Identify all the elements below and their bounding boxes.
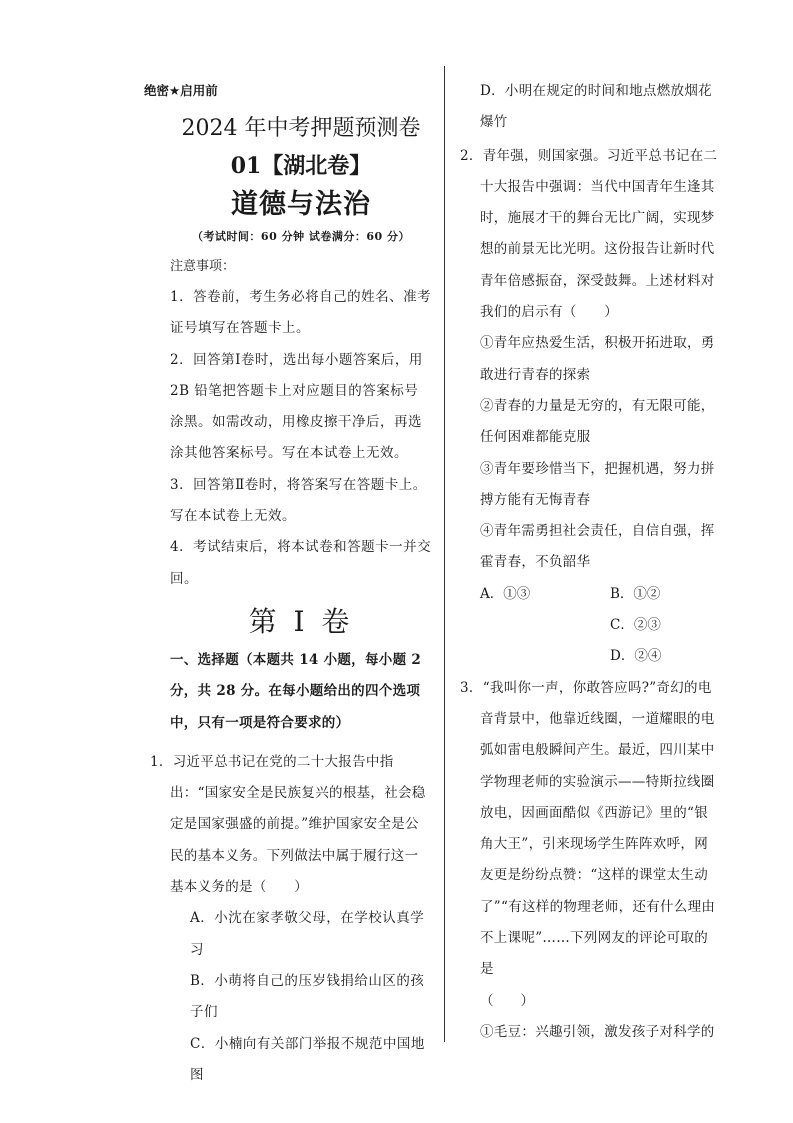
question-1-option-a: A．小沈在家孝敬父母，在学校认真学习 xyxy=(190,910,425,958)
notice-item: 4．考试结束后，将本试卷和答题卡一并交回。 xyxy=(170,539,432,587)
notice-item: 2．回答第Ⅰ卷时，选出每小题答案后，用2B 铅笔把答题卡上对应题目的答案标号涂黑。如需改动，用橡皮擦干净后，再选涂其他答案标号。写在本试卷上无效。 xyxy=(170,351,423,462)
question-3-answer-paren: （ ） xyxy=(480,992,534,1009)
exam-info: （考试时间：60 分钟 试卷满分：60 分） xyxy=(191,230,411,243)
question-2-statement: ①青年应热爱生活，积极开拓进取，勇敢进行青春的探索 xyxy=(480,335,715,383)
notice-heading: 注意事项： xyxy=(170,259,236,274)
question-3-stem: 3．“我叫你一声，你敢答应吗?”奇幻的电音背景中，他靠近线圈，一道耀眼的电弧如雷电般瞬间产生。最近，四川某中学物理老师的实验演示——特斯拉线圈放电，因画面酷似《西游记》里的“银角大王”，引来现场学生阵阵欢呼，网友更是纷纷点赞：“这样的课堂太生动了”“有这样的物理老师，还有什么理由不上课呢”……下列网友的评论可取的是 xyxy=(460,679,716,978)
question-2-option-b: B．①② xyxy=(610,585,661,602)
question-3-statement: ①毛豆：兴趣引领，激发孩子对科学的 xyxy=(480,1023,715,1040)
volume-title: 第 I 卷 xyxy=(248,604,354,638)
question-2-options-row xyxy=(480,579,720,610)
question-2-statement: ④青年需勇担社会责任，自信自强，挥霍青春，不负韶华 xyxy=(480,523,715,571)
notice-item: 3．回答第Ⅱ卷时，将答案写在答题卡上。写在本试卷上无效。 xyxy=(170,476,427,525)
exam-edition: 01【湖北卷】 xyxy=(230,153,372,179)
exam-title: 2024 年中考押题预测卷 xyxy=(181,116,421,141)
question-2-option-c: C．②③ xyxy=(610,617,661,634)
question-2-option-a: A．①③ xyxy=(480,585,531,602)
question-2-statement: ②青春的力量是无穷的，有无限可能，任何困难都能克服 xyxy=(480,397,715,446)
subject-title: 道德与法治 xyxy=(231,189,371,220)
notice-item: 1．答卷前，考生务必将自己的姓名、准考证号填写在答题卡上。 xyxy=(170,289,432,337)
section-heading: 一、选择题（本题共 14 小题，每小题 2 分，共 28 分。在每小题给出的四个选项中，只有一项是符合要求的） xyxy=(170,651,422,731)
question-1-option-c: C．小楠向有关部门举报不规范中国地图 xyxy=(190,1035,425,1083)
question-1-stem: 1．习近平总书记在党的二十大报告中指出：“国家安全是民族复兴的根基，社会稳定是国家强盛的前提。”维护国家安全是公民的基本义务。下列做法中属于履行这一基本义务的是（ ） xyxy=(150,753,426,896)
question-2-stem: 2．青年强，则国家强。习近平总书记在二十大报告中强调：当代中国青年生逢其时，施展才干的舞台无比广阔，实现梦想的前景无比光明。这份报告让新时代青年倍感振奋，深受鼓舞。上述材料对我们的启示有（ ） xyxy=(460,147,718,321)
left-column xyxy=(144,78,432,1091)
question-2-statement: ③青年要珍惜当下，把握机遇，努力拼搏方能有无悔青春 xyxy=(480,460,715,508)
secret-mark: 绝密★启用前 xyxy=(144,83,218,98)
question-1-option-b: B．小萌将自己的压岁钱捐给山区的孩子们 xyxy=(190,972,425,1021)
column-divider xyxy=(444,66,445,1042)
question-2-option-d: D．②④ xyxy=(610,648,662,665)
right-column xyxy=(460,76,720,1048)
question-1-option-d: D．小明在规定的时间和地点燃放烟花爆竹 xyxy=(480,83,712,131)
